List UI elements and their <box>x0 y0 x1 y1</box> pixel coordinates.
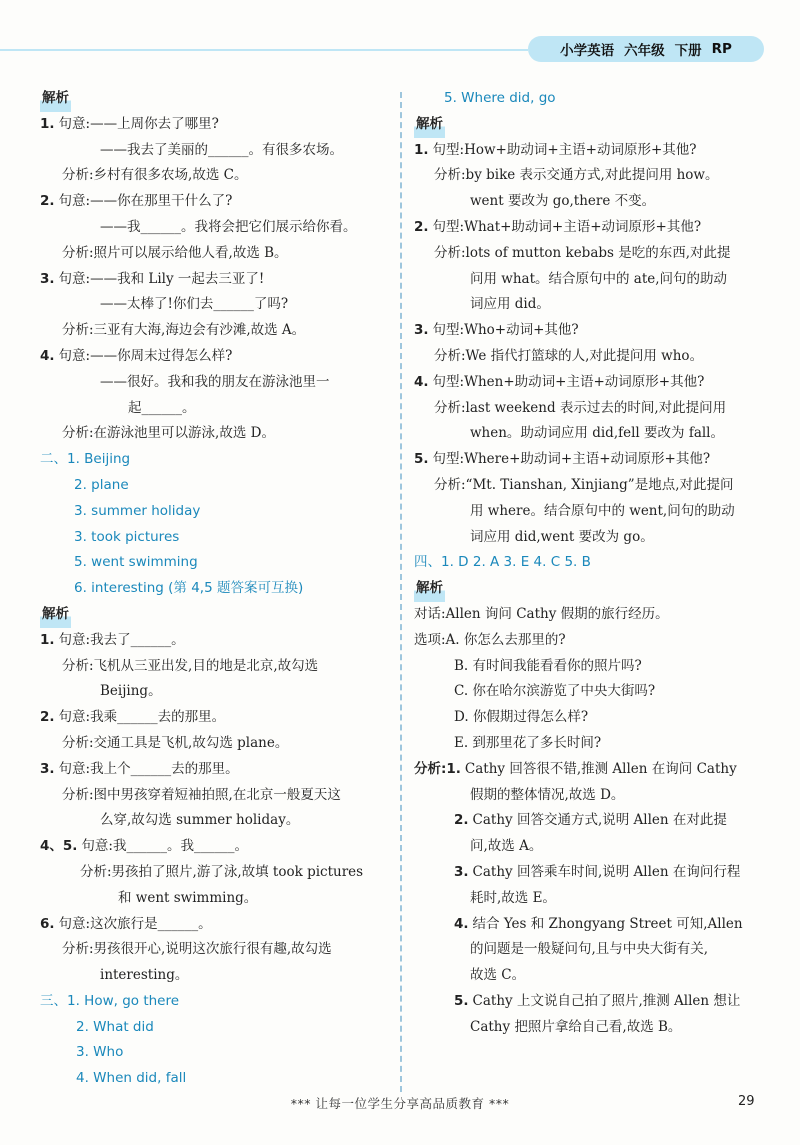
text-line <box>414 731 774 757</box>
line-text: 假期的整体情况,故选 D。 <box>470 786 625 803</box>
text-line <box>40 886 398 912</box>
text-line <box>414 705 774 731</box>
question-line <box>40 705 398 731</box>
section-heading <box>414 576 774 602</box>
question-line <box>414 215 774 241</box>
text-line <box>40 421 398 447</box>
answer-line <box>40 576 398 602</box>
text-line <box>414 396 774 422</box>
text-line <box>414 292 774 318</box>
line-text: Beijing。 <box>100 683 162 700</box>
section-heading <box>414 112 774 138</box>
question-line <box>40 834 398 860</box>
line-text: 分析:男孩很开心,说明这次旅行很有趣,故勾选 <box>62 941 332 958</box>
footer-slogan: *** 让每一位学生分享高品质教育 *** <box>290 1096 510 1111</box>
question-number: 4. <box>40 347 55 364</box>
line-text: 选项:A. 你怎么去那里的? <box>414 631 566 648</box>
line-text: 么穿,故勾选 summer holiday。 <box>100 812 300 829</box>
section-heading-label: 解析 <box>40 86 71 112</box>
text-line <box>40 937 398 963</box>
answer-line <box>40 1040 398 1066</box>
text-line <box>414 679 774 705</box>
text-line <box>414 499 774 525</box>
text-line <box>414 525 774 551</box>
question-text: 句意:——你周末过得怎么样? <box>58 347 233 364</box>
question-text: 句意:——上周你去了哪里? <box>58 115 219 132</box>
line-text: 分析:照片可以展示给他人看,故选 B。 <box>62 244 288 261</box>
text-line <box>414 344 774 370</box>
question-number: 3. <box>40 760 55 777</box>
answer-text: 3. summer holiday <box>74 502 201 519</box>
answer-line <box>40 525 398 551</box>
line-text: 分析:在游泳池里可以游泳,故选 D。 <box>62 425 275 442</box>
question-text: 句意:我______。我______。 <box>81 838 248 855</box>
text-line <box>40 396 398 422</box>
line-text: 问,故选 A。 <box>470 838 543 855</box>
line-text: 词应用 did。 <box>470 296 550 313</box>
subject-label: 小学英语 <box>560 43 615 59</box>
question-number: 2. <box>40 193 55 210</box>
question-line <box>40 267 398 293</box>
text-line <box>40 808 398 834</box>
column-divider <box>400 92 402 1092</box>
answer-text: 2. plane <box>74 476 129 493</box>
question-line <box>414 860 774 886</box>
line-text: 用 where。结合原句中的 went,问句的助动 <box>470 502 735 519</box>
question-number: 4. <box>414 373 429 390</box>
line-text: 对话:Allen 询问 Cathy 假期的旅行经历。 <box>414 605 669 622</box>
text-line <box>40 783 398 809</box>
question-text: Cathy 回答交通方式,说明 Allen 在对此提 <box>472 812 727 829</box>
text-line <box>40 731 398 757</box>
question-text: 句意:这次旅行是______。 <box>58 915 212 932</box>
text-line <box>414 473 774 499</box>
answer-text: 6. interesting (第 4,5 题答案可互换) <box>74 580 304 597</box>
question-text: Cathy 回答乘车时间,说明 Allen 在询问行程 <box>472 863 741 880</box>
line-text: 分析:last weekend 表示过去的时间,对此提问用 <box>434 399 727 416</box>
line-text: ——太棒了!你们去______了吗? <box>100 296 289 313</box>
question-number: 3. <box>454 863 469 880</box>
line-text: 故选 C。 <box>470 967 526 984</box>
line-text: 的问题是一般疑问句,且与中央大街有关, <box>470 941 709 958</box>
question-text: Cathy 上文说自己拍了照片,推测 Allen 想让 <box>472 992 741 1009</box>
answer-line <box>40 447 398 473</box>
term-label: 下册 <box>674 43 702 59</box>
page-number: 29 <box>738 1094 755 1109</box>
text-line <box>40 292 398 318</box>
text-line <box>414 421 774 447</box>
question-text: 句意:我去了______。 <box>58 631 185 648</box>
answer-line <box>40 499 398 525</box>
text-line <box>40 215 398 241</box>
question-line <box>414 989 774 1015</box>
question-number: 3. <box>40 270 55 287</box>
line-text: 分析:交通工具是飞机,故勾选 plane。 <box>62 734 289 751</box>
line-text: 词应用 did,went 要改为 go。 <box>470 528 654 545</box>
question-text: 句意:我乘______去的那里。 <box>58 709 226 726</box>
line-text: 分析:“Mt. Tianshan, Xinjiang”是地点,对此提问 <box>434 476 734 493</box>
text-line <box>40 318 398 344</box>
question-number: 2. <box>414 218 429 235</box>
question-line <box>40 344 398 370</box>
text-line <box>40 163 398 189</box>
text-line <box>40 860 398 886</box>
question-number: 5. <box>454 992 469 1009</box>
line-text: 耗时,故选 E。 <box>470 889 556 906</box>
answer-text: 二、1. Beijing <box>40 451 131 468</box>
text-line <box>414 963 774 989</box>
answer-line <box>414 550 774 576</box>
question-number: 2. <box>454 812 469 829</box>
text-line <box>414 241 774 267</box>
line-text: went 要改为 go,there 不变。 <box>470 193 656 210</box>
section-heading-label: 解析 <box>414 112 445 138</box>
text-line <box>40 963 398 989</box>
text-line <box>414 628 774 654</box>
line-text: 分析:男孩拍了照片,游了泳,故填 took pictures <box>80 863 364 880</box>
text-line <box>414 654 774 680</box>
text-line <box>40 679 398 705</box>
question-line <box>414 318 774 344</box>
question-text: 结合 Yes 和 Zhongyang Street 可知,Allen <box>472 915 743 932</box>
line-text: ——很好。我和我的朋友在游泳池里一 <box>100 373 330 390</box>
book-header <box>528 36 764 62</box>
line-text: when。助动词应用 did,fell 要改为 fall。 <box>470 425 725 442</box>
answer-line <box>40 1015 398 1041</box>
answer-text: 5. went swimming <box>74 554 198 571</box>
question-text: 句型:How+助动词+主语+动词原形+其他? <box>432 141 697 158</box>
line-text: 分析:飞机从三亚出发,目的地是北京,故勾选 <box>62 657 319 674</box>
question-line <box>414 370 774 396</box>
line-text: interesting。 <box>100 967 189 984</box>
edition-label: RP <box>711 41 732 57</box>
question-text: 句型:What+助动词+主语+动词原形+其他? <box>432 218 702 235</box>
line-text: ——我______。我将会把它们展示给你看。 <box>100 218 357 235</box>
text-line <box>414 937 774 963</box>
text-line <box>414 886 774 912</box>
question-line <box>414 757 774 783</box>
line-text: 分析:三亚有大海,海边会有沙滩,故选 A。 <box>62 322 306 339</box>
line-text: Cathy 把照片拿给自己看,故选 B。 <box>470 1018 682 1035</box>
answer-text: 2. What did <box>76 1018 154 1035</box>
question-text: 句意:我上个______去的那里。 <box>58 760 239 777</box>
question-line <box>40 189 398 215</box>
answer-text: 三、1. How, go there <box>40 992 180 1009</box>
question-line <box>40 112 398 138</box>
answer-line <box>40 989 398 1015</box>
grade-label: 六年级 <box>624 43 665 59</box>
question-number: 5. <box>414 451 429 468</box>
answer-line <box>40 473 398 499</box>
answer-text: 3. took pictures <box>74 528 180 545</box>
question-number: 6. <box>40 915 55 932</box>
line-text: D. 你假期过得怎么样? <box>454 709 589 726</box>
question-text: 句型:Who+动词+其他? <box>432 322 579 339</box>
line-text: 分析:乡村有很多农场,故选 C。 <box>62 167 248 184</box>
text-line <box>414 783 774 809</box>
question-number: 1. <box>40 631 55 648</box>
line-text: 起______。 <box>128 399 196 416</box>
question-line <box>40 912 398 938</box>
text-line <box>40 241 398 267</box>
line-text: ——我去了美丽的______。有很多农场。 <box>100 141 343 158</box>
question-number: 4. <box>454 915 469 932</box>
line-text: 和 went swimming。 <box>118 889 258 906</box>
text-line <box>414 1015 774 1041</box>
question-line <box>40 628 398 654</box>
question-text: 句型:Where+助动词+主语+动词原形+其他? <box>432 451 711 468</box>
question-number: 分析:1. <box>414 760 461 777</box>
question-text: 句意:——你在那里干什么了? <box>58 193 233 210</box>
text-line <box>414 602 774 628</box>
question-text: 句型:When+助动词+主语+动词原形+其他? <box>432 373 705 390</box>
question-number: 2. <box>40 709 55 726</box>
text-line <box>414 163 774 189</box>
text-line <box>414 267 774 293</box>
question-line <box>414 912 774 938</box>
right-column <box>414 86 774 1040</box>
line-text: 分析:lots of mutton kebabs 是吃的东西,对此提 <box>434 244 731 261</box>
section-heading-label: 解析 <box>414 576 445 602</box>
text-line <box>40 138 398 164</box>
line-text: 问用 what。结合原句中的 ate,问句的助动 <box>470 270 728 287</box>
answer-text: 5. Where did, go <box>444 90 556 106</box>
question-line <box>414 808 774 834</box>
question-text: 句意:——我和 Lily 一起去三亚了! <box>58 270 265 287</box>
answer-line <box>40 1066 398 1092</box>
answer-text: 3. Who <box>76 1044 124 1061</box>
line-text: C. 你在哈尔滨游览了中央大街吗? <box>454 683 656 700</box>
question-line <box>40 757 398 783</box>
header-rule <box>0 49 528 51</box>
answer-line <box>40 550 398 576</box>
question-text: Cathy 回答很不错,推测 Allen 在询问 Cathy <box>464 760 737 777</box>
line-text: 分析:We 指代打篮球的人,对此提问用 who。 <box>434 347 704 364</box>
section-heading <box>40 86 398 112</box>
text-line <box>40 654 398 680</box>
question-number: 3. <box>414 322 429 339</box>
answer-text: 四、1. D 2. A 3. E 4. C 5. B <box>414 554 591 571</box>
line-text: 分析:by bike 表示交通方式,对此提问用 how。 <box>434 167 719 184</box>
text-line <box>40 370 398 396</box>
section-heading-label: 解析 <box>40 602 71 628</box>
question-number: 1. <box>414 141 429 158</box>
left-column <box>40 86 398 1092</box>
answer-text: 4. When did, fall <box>76 1070 187 1087</box>
question-line <box>414 447 774 473</box>
question-line <box>414 138 774 164</box>
question-number: 1. <box>40 115 55 132</box>
line-text: E. 到那里花了多长时间? <box>454 734 602 751</box>
answer-line <box>414 86 774 112</box>
text-line <box>414 189 774 215</box>
line-text: B. 有时间我能看看你的照片吗? <box>454 657 642 674</box>
section-heading <box>40 602 398 628</box>
line-text: 分析:图中男孩穿着短袖拍照,在北京一般夏天这 <box>62 786 341 803</box>
text-line <box>414 834 774 860</box>
question-number: 4、5. <box>40 838 78 855</box>
